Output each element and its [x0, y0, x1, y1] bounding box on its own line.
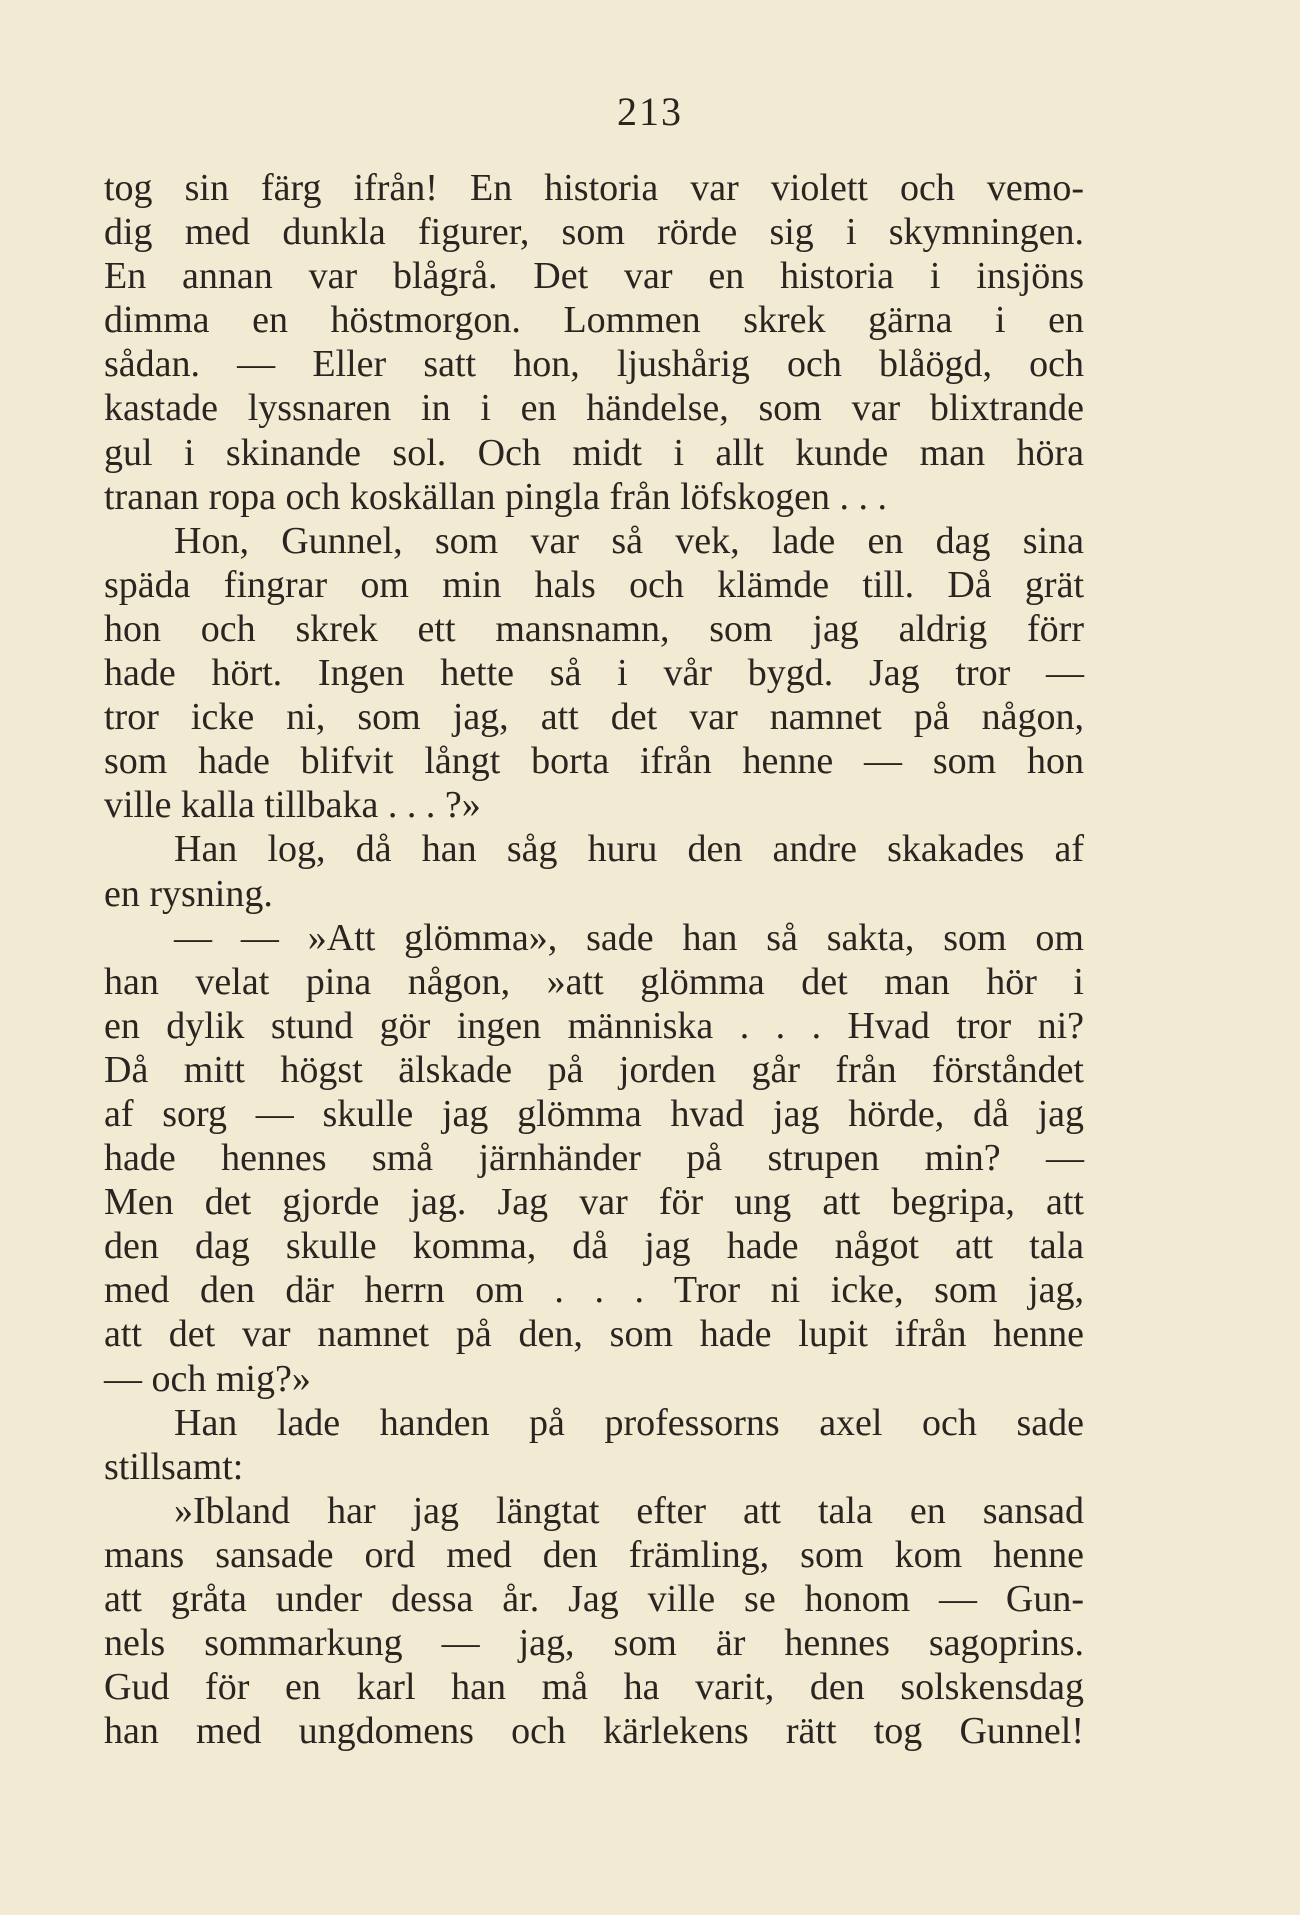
text-line: stillsamt:	[104, 1445, 244, 1488]
text-line: han med ungdomens och kärlekens rätt tog Gunnel!	[104, 1710, 1084, 1753]
text-line: — — »Att glömma», sade han så sakta, som om	[174, 916, 1084, 959]
text-line: att det var namnet på den, som hade lupit ifrån henne	[104, 1313, 1084, 1356]
text-line: kastade lyssnaren in i en händelse, som var blixtrande	[104, 387, 1084, 430]
text-line: dig med dunkla figurer, som rörde sig i skymningen.	[104, 211, 1084, 254]
text-line: En annan var blågrå. Det var en historia i insjöns	[104, 255, 1084, 298]
text-line: en rysning.	[104, 872, 273, 915]
text-line: en dylik stund gör ingen människa . . . Hvad tror ni?	[104, 1004, 1084, 1047]
text-line: hade hennes små järnhänder på strupen min? —	[104, 1137, 1084, 1180]
text-line: han velat pina någon, »att glömma det man hör i	[104, 960, 1084, 1003]
text-line: — och mig?»	[104, 1357, 311, 1400]
text-line: »Ibland har jag längtat efter att tala en sansad	[174, 1489, 1084, 1532]
text-line: Han log, då han såg huru den andre skakades af	[174, 828, 1084, 871]
page-number: 213	[617, 89, 683, 134]
text-line: tranan ropa och koskällan pingla från löfskogen . . .	[104, 475, 887, 518]
text-line: af sorg — skulle jag glömma hvad jag hörde, då jag	[104, 1092, 1084, 1135]
text-line: gul i skinande sol. Och midt i allt kunde man höra	[104, 431, 1084, 474]
text-line: hade hört. Ingen hette så i vår bygd. Jag tror —	[104, 652, 1084, 695]
body-text	[104, 166, 1084, 1753]
text-line: ville kalla tillbaka . . . ?»	[104, 784, 481, 827]
text-line: hon och skrek ett mansnamn, som jag aldrig förr	[104, 607, 1084, 650]
text-line: tror icke ni, som jag, att det var namnet på någon,	[104, 696, 1084, 739]
text-line: dimma en höstmorgon. Lommen skrek gärna i en	[104, 299, 1084, 342]
text-line: tog sin färg ifrån! En historia var violett och vemo-	[104, 167, 1084, 209]
text-line: mans sansade ord med den främling, som kom henne	[104, 1533, 1084, 1576]
text-line: Han lade handen på professorns axel och sade	[174, 1401, 1084, 1444]
text-line: som hade blifvit långt borta ifrån henne — som hon	[104, 740, 1084, 783]
text-line: med den där herrn om . . . Tror ni icke, som jag,	[104, 1269, 1084, 1312]
text-line: nels sommarkung — jag, som är hennes sagoprins.	[104, 1622, 1084, 1665]
text-line: Då mitt högst älskade på jorden går från förståndet	[104, 1048, 1084, 1091]
text-line: Hon, Gunnel, som var så vek, lade en dag sina	[174, 519, 1084, 562]
text-line: att gråta under dessa år. Jag ville se honom — Gun-	[104, 1578, 1084, 1620]
text-line: sådan. — Eller satt hon, ljushårig och blåögd, och	[104, 343, 1084, 386]
text-line: Men det gjorde jag. Jag var för ung att begripa, att	[104, 1181, 1084, 1224]
text-line: den dag skulle komma, då jag hade något att tala	[104, 1225, 1084, 1268]
text-line: späda fingrar om min hals och klämde till. Då grät	[104, 563, 1084, 606]
text-line: Gud för en karl han må ha varit, den solskensdag	[104, 1666, 1084, 1709]
